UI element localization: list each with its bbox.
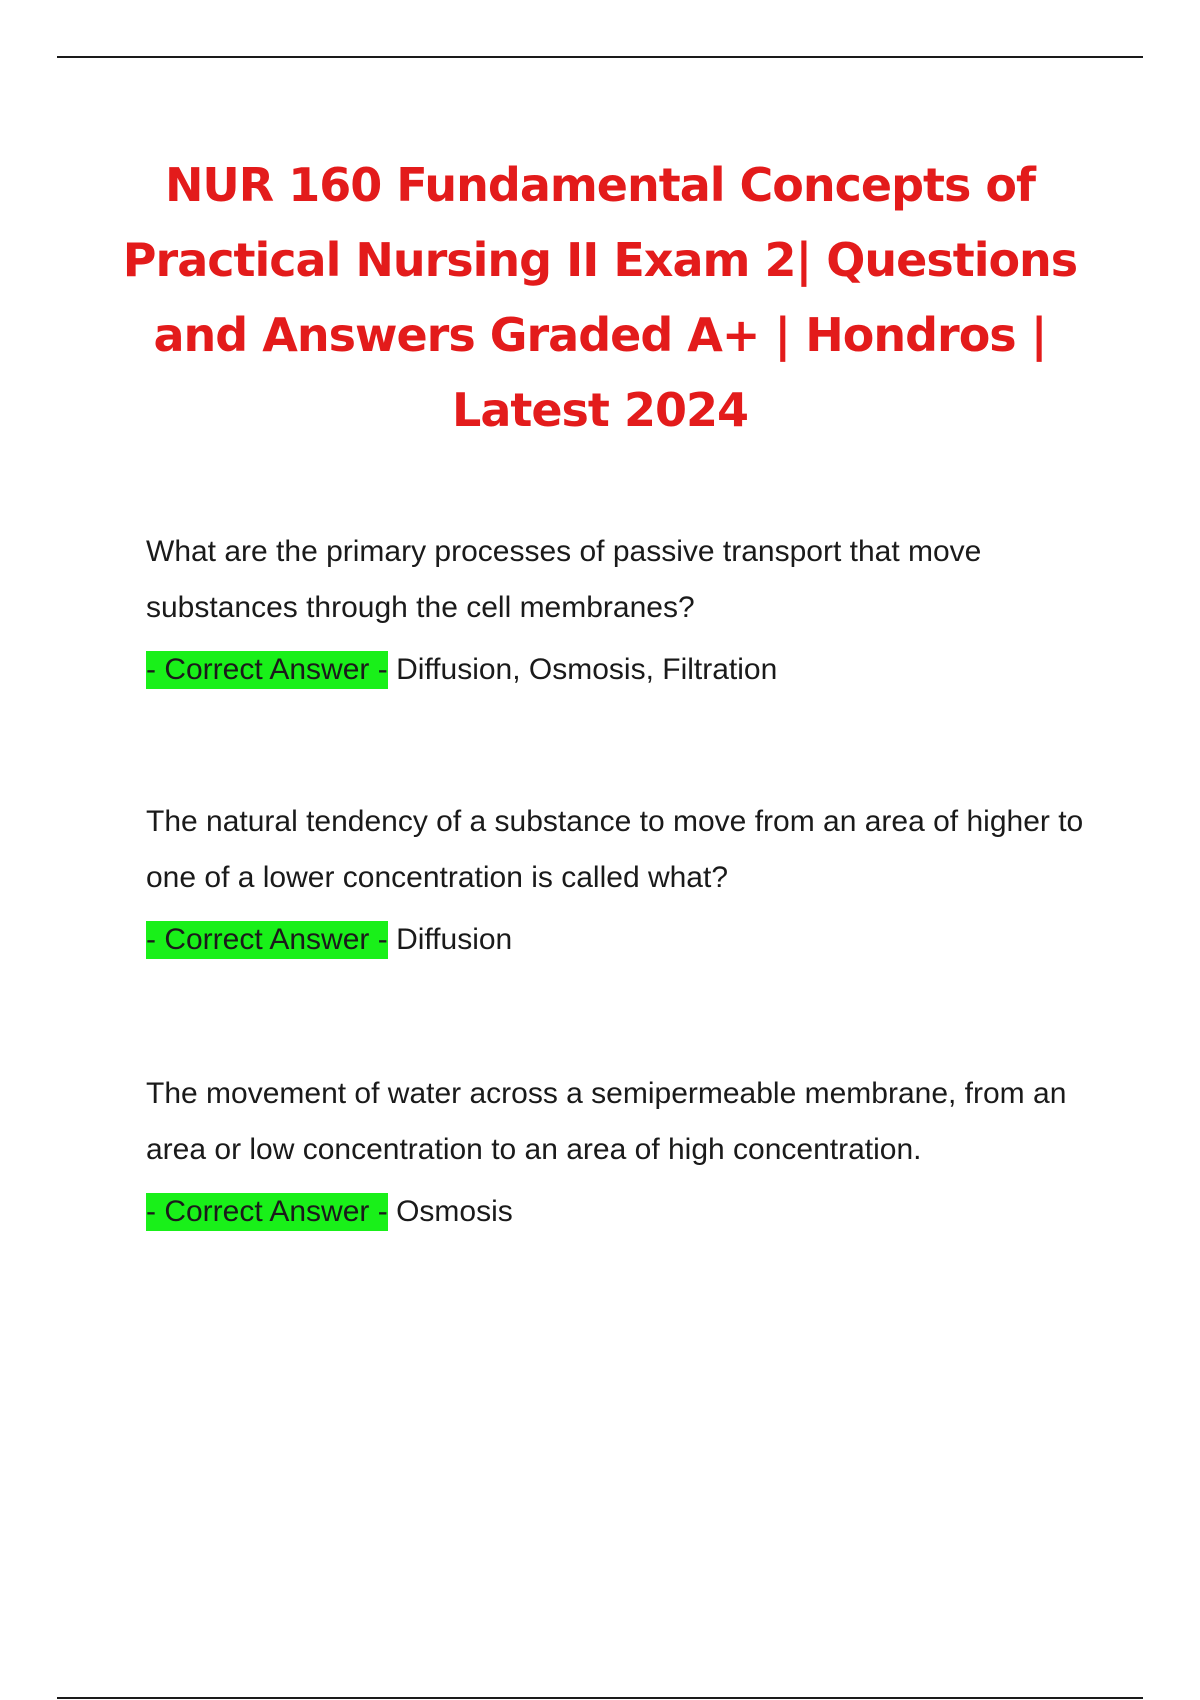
qa-item: [146, 524, 1086, 690]
question-text: The natural tendency of a substance to move from an area of higher to one of a lower concentration is called what?: [146, 805, 1084, 894]
answer-text: Diffusion: [396, 923, 513, 956]
document-title: NUR 160 Fundamental Concepts of Practical Nursing II Exam 2| Questions and Answers Graded A+ | Hondros | Latest 2024: [122, 158, 1078, 437]
correct-answer-label: - Correct Answer -: [146, 651, 388, 689]
correct-answer-label: - Correct Answer -: [146, 921, 388, 959]
answer-line: [146, 1192, 1086, 1232]
answer-text: Diffusion, Osmosis, Filtration: [396, 653, 778, 686]
qa-item: [146, 794, 1086, 960]
top-rule: [57, 56, 1143, 58]
qa-item: [146, 1066, 1086, 1232]
question-text: The movement of water across a semipermeable membrane, from an area or low concentration to an area of high concentration.: [146, 1077, 1067, 1166]
bottom-rule: [57, 1697, 1143, 1699]
answer-text: Osmosis: [396, 1195, 513, 1228]
question-text: What are the primary processes of passive transport that move substances through the cell membranes?: [146, 535, 982, 624]
correct-answer-label: - Correct Answer -: [146, 1193, 388, 1231]
answer-line: [146, 920, 1086, 960]
answer-line: [146, 650, 1086, 690]
